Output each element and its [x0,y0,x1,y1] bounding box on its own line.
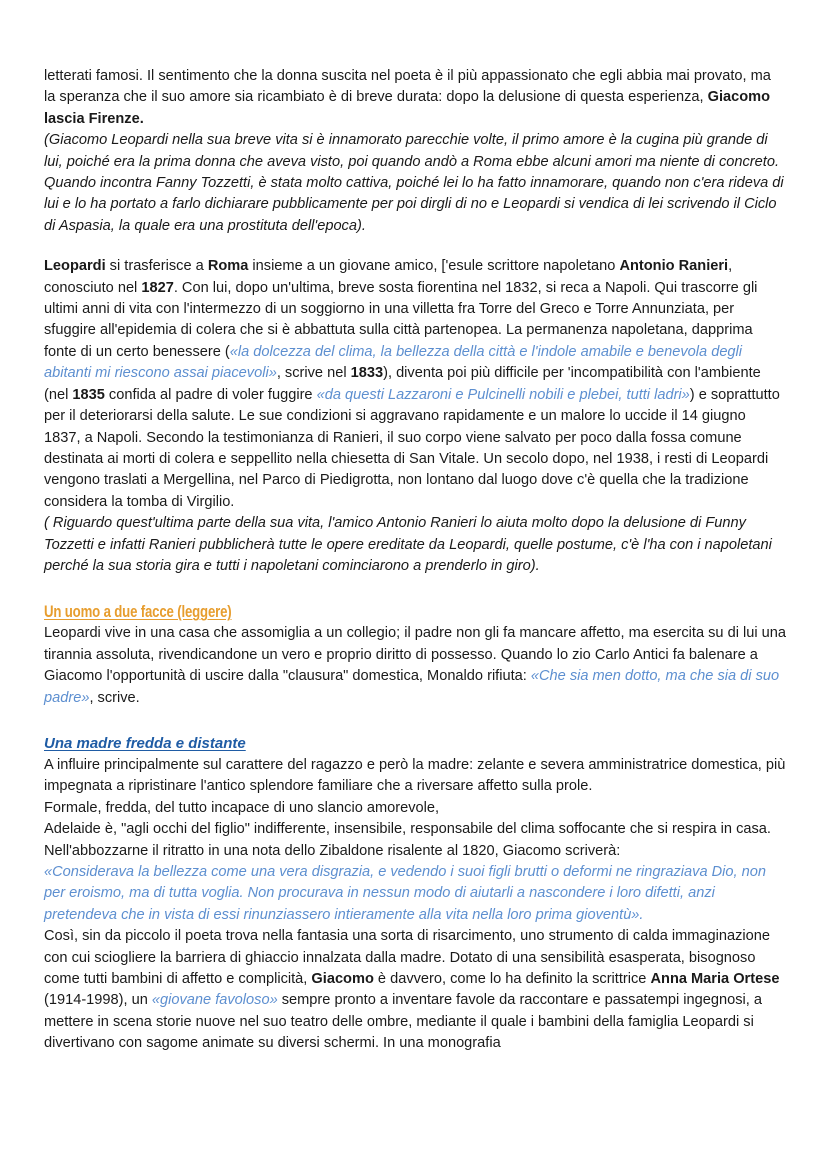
spacer [44,237,786,256]
paragraph-1-bold-giacomo-lascia-firenze: Giacomo lascia Firenze. [44,89,771,127]
quote-dolcezza-del-clima: «la dolcezza del clima, la bellezza della città e l'indole amabile e benevola degli abitanti mi riescono assai piacevoli» [44,343,743,382]
heading-una-madre-fredda-e-distante: Una madre fredda e distante [44,734,246,752]
paragraph-9 [44,926,786,1054]
paragraph-3 [44,256,786,513]
paragraph-1-text: letterati famosi. Il sentimento che la donna suscita nel poeta è il più appassionato che egli abbia mai provato, ma la speranza che il suo amore sia ricambiato è di breve durata: dopo la delusione di questa esperienza, [44,68,771,106]
bold-giacomo: Giacomo [311,971,374,988]
bold-anna-maria-ortese: Anna Maria Ortese [650,971,780,988]
run-7: confida al padre di voler fuggire [104,386,317,403]
run-4: . Con lui, dopo un'ultima, breve sosta fiorentina nel 1832, si reca a Napoli. Qui trascorre gli ultimi anni di vita con l'intermezzo di un soggiorno in una villetta fra Torre del Greco e Torre Annunziata, per sfuggire all'epidemia di colera che si è abbattuta sulla città partenopea. La permanenza napoletana, dapprima fonte di un certo benessere ( [44,279,758,360]
paragraph-8: Adelaide è, "agli occhi del figlio" indifferente, insensibile, responsabile del clima soffocante che si respira in casa. Nell'abbozzarne il ritratto in una nota dello Zibaldone risalente al 1820, Giacomo scriverà: [44,821,771,859]
run-2: è davvero, come lo ha definito la scrittrice [373,971,651,988]
run-5: , scrive nel [276,365,351,382]
run-1: Così, sin da piccolo il poeta trova nella fantasia una sorta di risarcimento, uno strumento di calda immaginazione con cui sciogliere la barriera di ghiaccio innalzata dalla madre. Dotato di una sensibilità esasperata, bisognoso come tutti bambini di affetto e complicità, [44,928,771,988]
run-1: si trasferisce a [105,258,208,275]
quote-block-zibaldone: «Considerava la bellezza come una vera disgrazia, e vedendo i suoi figli brutti o deformi ne ringraziava Dio, non per eroismo, ma di tutta voglia. Non procurava in nessun modo di aiutarli a nascondere i loro difetti, anzi pretendeva che in vista di essi rinunziassero intieramente alla vita nella loro prima gioventù». [44,864,766,923]
bold-1827: 1827 [141,279,174,296]
heading-una-madre-fredda-wrap [44,733,786,755]
quote-giovane-favoloso: «giovane favoloso» [151,992,278,1009]
bold-1833: 1833 [350,365,384,382]
bold-roma: Roma [207,258,249,275]
run-6: ), diventa poi più difficile per 'incompatibilità con l'ambiente (nel [44,365,761,403]
run-3: , conosciuto nel [44,258,733,296]
run-4: sempre pronto a inventare favole da raccontare e passatempi ingegnosi, a mettere in scena storie nuove nel suo teatro delle ombre, mediante il quale i bambini della famiglia Leopardi si divertivano con sagome animate su diversi schermi. In una monografia [44,992,763,1052]
bold-leopardi: Leopardi [44,258,106,275]
bold-antonio-ranieri: Antonio Ranieri [619,258,729,275]
document-content [44,66,786,1055]
quote-che-sia-men-dotto: «Che sia men dotto, ma che sia di suo padre» [44,668,780,706]
run-2: insieme a un giovane amico, ['esule scrittore napoletano [248,258,620,275]
paragraph-4-italic-note: ( Riguardo quest'ultima parte della sua vita, l'amico Antonio Ranieri lo aiuta molto dopo la delusione di Funny Tozzetti e infatti Ranieri pubblicherà tutte le opere ereditate da Leopardi, quelle postume, c'è l'ha con i napoletani perché la sua storia gira e tutti i napoletani cominciarono a prenderlo in giro). [44,515,772,574]
paragraph-2-italic-note: (Giacomo Leopardi nella sua breve vita si è innamorato parecchie volte, il primo amore è la cugina più grande di lui, poiché era la prima donna che aveva visto, poi quando andò a Roma ebbe alcuni amori ma niente di concreto. Quando incontra Fanny Tozzetti, è stata molto cattiva, poiché lei lo ha fatto innamorare, quando non c'era rideva di lui e lo ha portato a farlo dichiarare pubblicamente per poi dirgli di no e Leopardi si vendica di lei scrivendo il Ciclo di Aspasia, la quale era una prostituta dell'epoca). [44,132,784,234]
run-1: Leopardi vive in una casa che assomiglia a un collegio; il padre non gli fa mancare affetto, ma esercita su di lui una tirannia assoluta, rivendicandone un vero e proprio diritto di possesso. Quando lo zio Carlo Antici fa balenare a Giacomo l'opportunità di uscire dalla "clausura" domestica, Monaldo rifiuta: [44,625,787,685]
bold-1835: 1835 [72,386,105,403]
run-2: , scrive. [89,689,140,706]
spacer [44,709,786,733]
paragraph-6: A influire principalmente sul carattere del ragazzo e però la madre: zelante e severa amministratrice domestica, più impegnata a ripristinare l'antico splendore familiare che a riversare affetto sulla prole. [44,756,786,795]
paragraph-1 [44,66,786,130]
heading-un-uomo-a-due-facce-wrap [44,601,786,623]
quote-lazzaroni-pulcinelli: «da questi Lazzaroni e Pulcinelli nobili e plebei, tutti ladri» [316,386,690,403]
paragraph-7: Formale, fredda, del tutto incapace di uno slancio amorevole, [44,799,440,816]
heading-un-uomo-a-due-facce: Un uomo a due facce (leggere) [44,603,232,622]
paragraph-5 [44,623,786,709]
run-8: ) e soprattutto per il deteriorarsi della salute. Le sue condizioni si aggravano rapidamente e un malore lo uccide il 14 giugno 1837, a Napoli. Secondo la testimonianza di Ranieri, il suo corpo viene salvato per poco dalla fossa comune destinata ai morti di colera e seppellito nella chiesetta di San Vitale. Un secolo dopo, nel 1938, i resti di Leopardi vengono traslati a Mergellina, nel Parco di Piedigrotta, non lontano dal luogo dove c'è quella che la tradizione considera la tomba di Virgilio. [44,386,780,510]
run-3: (1914-1998), un [44,992,152,1009]
spacer [44,577,786,601]
